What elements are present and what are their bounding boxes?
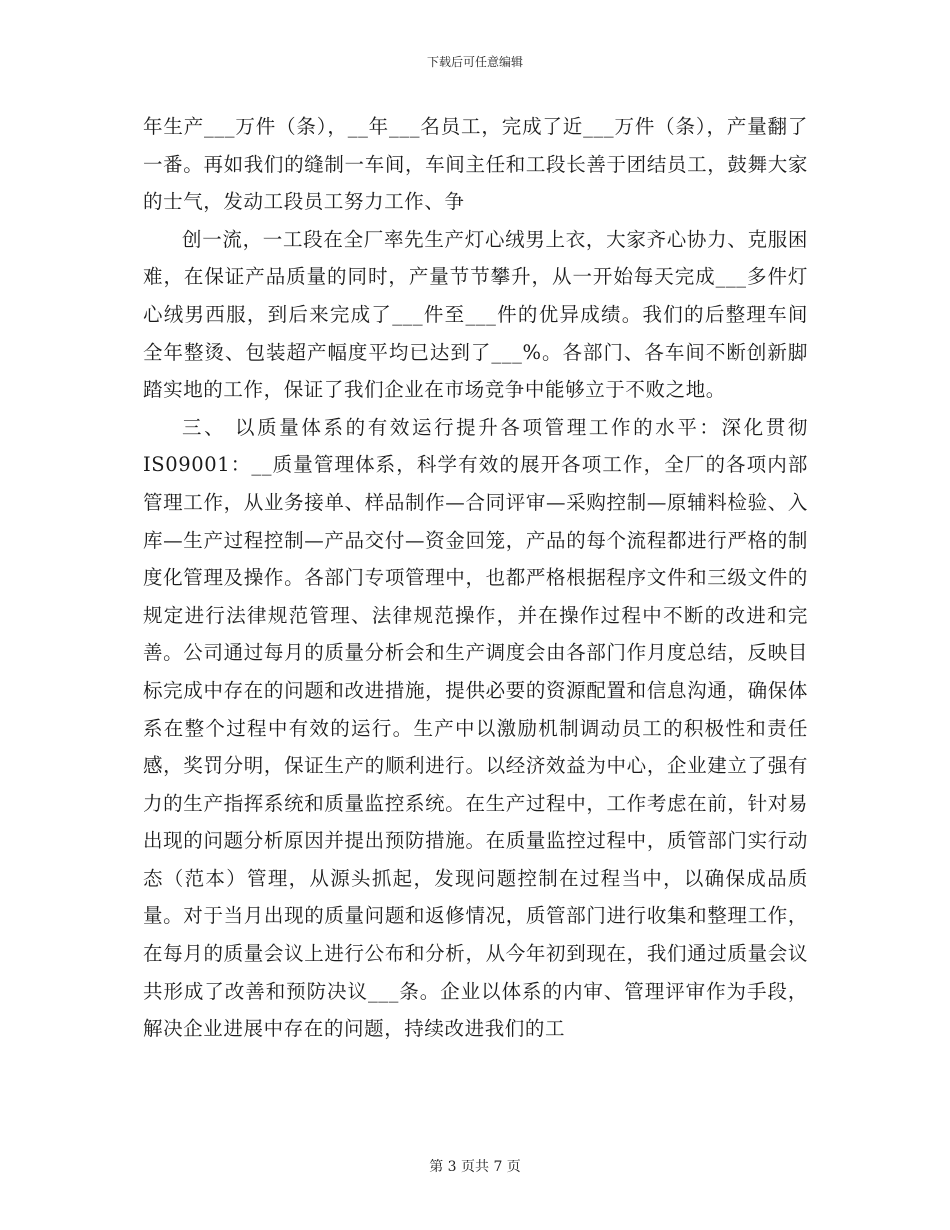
page-footer: 第 3 页共 7 页 xyxy=(429,1159,521,1175)
paragraph-continued: 年生产___万件（条），__年___名员工，完成了近___万件（条），产量翻了一番。再如我们的缝制一车间，车间主任和工段长善于团结员工，鼓舞大家的士气，发动工段员工努力工作、争 xyxy=(143,115,808,214)
paragraph-quality-system: 三、 以质量体系的有效运行提升各项管理工作的水平：深化贯彻IS09001：__质量管理体系，科学有效的展开各项工作，全厂的各项内部管理工作，从业务接单、样品制作—合同评审—采购控制—原辅料检验、入库—生产过程控制—产品交付—资金回笼，产品的每个流程都进行严格的制度化管理及操作。各部门专项管理中，也都严格根据程序文件和三级文件的规定进行法律规范管理、法律规范操作，并在操作过程中不断的改进和完善。公司通过每月的质量分析会和生产调度会由各部门作月度总结，反映目标完成中存在的问题和改进措施，提供必要的资源配置和信息沟通，确保体系在整个过程中有效的运行。生产中以激励机制调动员工的积极性和责任感，奖罚分明，保证生产的顺利进行。以经济效益为中心，企业建立了强有力的生产指挥系统和质量监控系统。在生产过程中，工作考虑在前，针对易出现的问题分析原因并提出预防措施。在质量监控过程中，质管部门实行动态（范本）管理，从源头抓起，发现问题控制在过程当中，以确保成品质量。对于当月出现的质量问题和返修情况，质管部门进行收集和整理工作，在每月的质量会议上进行公布和分析，从今年初到现在，我们通过质量会议共形成了改善和预防决议___条。企业以体系的内审、管理评审作为手段，解决企业进展中存在的问题，持续改进我们的工 xyxy=(143,415,808,1041)
paragraph-workshop: 创一流，一工段在全厂率先生产灯心绒男上衣，大家齐心协力、克服困难，在保证产品质量的同时，产量节节攀升，从一开始每天完成___多件灯心绒男西服，到后来完成了___件至___件的优异成绩。我们的后整理车间全年整烫、包装超产幅度平均已达到了___%。各部门、各车间不断创新脚踏实地的工作，保证了我们企业在市场竞争中能够立于不败之地。 xyxy=(143,227,808,402)
page-header: 下载后可任意编辑 xyxy=(426,55,523,69)
document-body xyxy=(143,108,808,1048)
